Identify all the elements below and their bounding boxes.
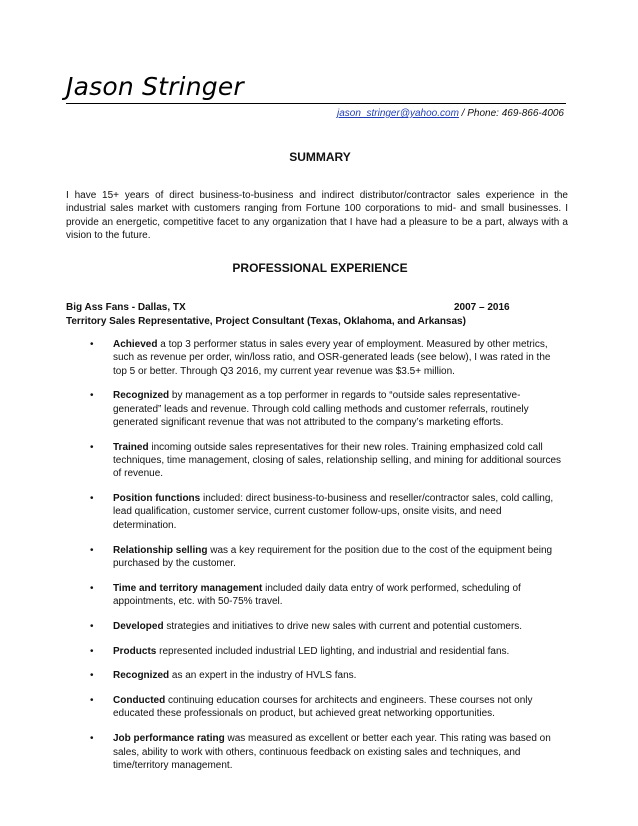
bullet-text: included daily data entry of work performed, scheduling of appointments, etc. with 50-75% travel.: [113, 582, 521, 607]
bullet-lead: Achieved: [113, 339, 158, 350]
experience-heading: PROFESSIONAL EXPERIENCE: [232, 261, 408, 275]
bullet-text: represented included industrial LED lighting, and industrial and residential fans.: [156, 645, 510, 657]
bullet-lead: Recognized: [113, 670, 170, 682]
bullet-text: incoming outside sales representatives for their new roles. Training emphasized cold call techniques, time management, closing of sales, relationship selling, and mining for additional sources of revenue.: [113, 441, 562, 480]
bullet-text: a top 3 performer status in sales every year of employment. Measured by other metrics, such as revenue per order, win/loss ratio, and OSR-generated leads (see below), I was rated in the top 5 or better. Through Q3 2016, my current year revenue was $3.5+ million.: [113, 339, 551, 377]
contact-line: [337, 108, 564, 119]
bullet-dot: •: [90, 645, 94, 657]
bullet-lead: Job performance rating: [113, 733, 225, 745]
summary-paragraph: I have 15+ years of direct business-to-business and indirect distributor/contractor sales experience in the industrial sales market with customers ranging from Fortune 100 corporations to mid- and small businesses. I provide an energetic, competitive facet to any organization that I have had a pleasure to be a part, always with a vision to the future.: [66, 190, 568, 241]
phone-text: Phone: 469-866-4006: [467, 108, 564, 119]
contact-separator: /: [458, 108, 468, 119]
candidate-name: Jason Stringer: [66, 72, 244, 101]
list-item: [88, 694, 562, 721]
bullet-lead: Position functions: [113, 493, 201, 505]
email-link[interactable]: jason_stringer@yahoo.com: [337, 108, 459, 119]
job-title: Territory Sales Representative, Project Consultant (Texas, Oklahoma, and Arkansas): [66, 316, 466, 327]
bullet-lead: Trained: [113, 441, 149, 453]
list-item: [88, 544, 562, 571]
job-header: [66, 302, 536, 313]
bullet-dot: •: [90, 695, 94, 707]
job-years: 2007 – 2016: [454, 302, 510, 313]
achievement-list: [88, 338, 562, 784]
list-item: [88, 389, 562, 429]
bullet-dot: •: [90, 733, 94, 745]
bullet-text: by management as a top performer in regards to “outside sales representative-generated” leads and revenue. Through cold calling methods and customer referrals, routinely generated significant revenue that was not attributed to the company’s marketing efforts.: [113, 390, 529, 428]
bullet-text: was a key requirement for the position due to the cost of the equipment being purchased by the customer.: [113, 544, 553, 569]
list-item: [88, 492, 562, 532]
bullet-text: included: direct business-to-business and reseller/contractor sales, cold calling, lead qualification, customer service, current customer follow-ups, onsite visits, and need determination.: [113, 493, 554, 531]
summary-heading: SUMMARY: [289, 150, 351, 164]
header-rule: [66, 103, 566, 104]
bullet-dot: •: [90, 339, 94, 350]
bullet-text: continuing education courses for architects and engineers. These courses not only educated these professionals on product, but achieved great networking opportunities.: [113, 695, 533, 720]
bullet-lead: Time and territory management: [113, 582, 263, 594]
bullet-lead: Developed: [113, 620, 164, 632]
list-item: [88, 732, 562, 772]
bullet-lead: Conducted: [113, 695, 166, 707]
list-item: [88, 582, 562, 609]
bullet-dot: •: [90, 582, 94, 594]
bullet-lead: Recognized: [113, 390, 170, 402]
bullet-lead: Products: [113, 645, 157, 657]
bullet-dot: •: [90, 620, 94, 632]
bullet-dot: •: [90, 670, 94, 682]
list-item: [88, 338, 562, 378]
bullet-lead: Relationship selling: [113, 544, 208, 556]
list-item: [88, 441, 562, 481]
bullet-dot: •: [90, 493, 94, 505]
list-item: [88, 645, 562, 658]
list-item: [88, 669, 562, 682]
job-company: Big Ass Fans - Dallas, TX: [66, 302, 186, 313]
bullet-dot: •: [90, 441, 94, 453]
bullet-dot: •: [90, 390, 94, 402]
bullet-dot: •: [90, 544, 94, 556]
bullet-text: was measured as excellent or better each year. This rating was based on sales, ability to work with others, continuous feedback on existing sales and techniques, and time/territory management.: [113, 733, 551, 771]
list-item: [88, 620, 562, 633]
bullet-text: as an expert in the industry of HVLS fans.: [169, 670, 357, 682]
bullet-text: strategies and initiatives to drive new sales with current and potential customers.: [163, 620, 523, 632]
